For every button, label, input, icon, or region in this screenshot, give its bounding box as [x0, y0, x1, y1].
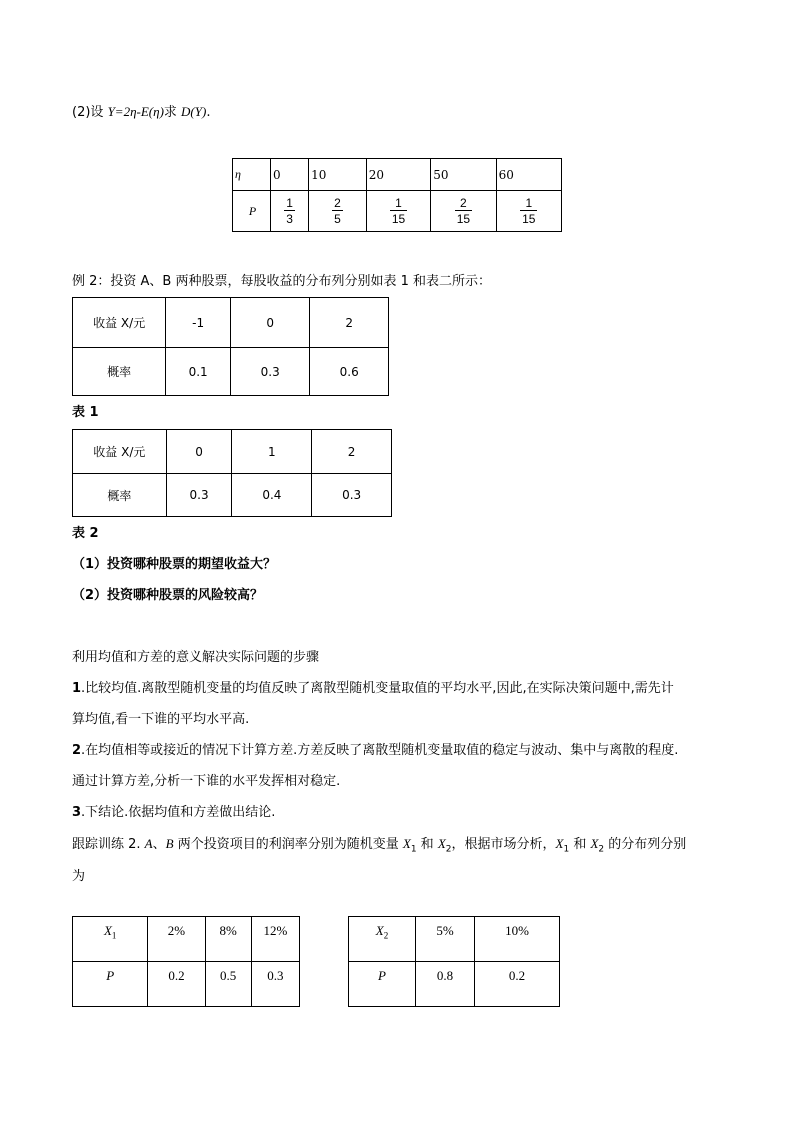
p-label: P [233, 191, 271, 232]
table-cell: 2 [312, 430, 392, 474]
step-number: 2 [72, 743, 82, 758]
q2-prefix: (2)设 [72, 105, 108, 120]
table-header-cell: 收益 X/元 [73, 298, 166, 348]
fraction: $\frac{1}{15}$ [522, 196, 536, 226]
x2-label: $X_2$ [349, 917, 416, 962]
table-cell: 0.4 [232, 474, 312, 517]
table-row [349, 917, 560, 962]
table-cell: 2% [148, 917, 205, 962]
table-cell [309, 191, 367, 232]
q2-target: D(Y) [181, 104, 207, 119]
step-1-line-1: 1.比较均值.离散型随机变量的均值反映了离散型随机变量取值的平均水平,因此,在实际决策问题中,需先计 [72, 681, 674, 696]
eta-label: η [233, 159, 271, 191]
table-cell: 20 [366, 159, 430, 191]
table-cell: 0.5 [205, 962, 251, 1007]
question-2: （2）投资哪种股票的风险较高？ [72, 588, 264, 603]
table-cell: 0.8 [416, 962, 475, 1007]
table-cell [431, 191, 496, 232]
table-cell: -1 [166, 298, 231, 348]
x1-label: $X_1$ [73, 917, 148, 962]
x2-distribution-table [348, 916, 560, 1007]
table-cell: 0.2 [148, 962, 205, 1007]
table-cell: 0 [230, 298, 310, 348]
steps-title: 利用均值和方差的意义解决实际问题的步骤 [72, 650, 320, 665]
table-cell [366, 191, 430, 232]
step-1-line-2: 算均值,看一下谁的平均水平高. [72, 712, 250, 727]
table-cell: 10% [475, 917, 560, 962]
table-cell: 5% [416, 917, 475, 962]
table-cell: 0 [166, 430, 232, 474]
table-2-caption: 表 2 [72, 526, 99, 541]
x1-distribution-table [72, 916, 300, 1007]
table-cell: 8% [205, 917, 251, 962]
p-label: P [73, 962, 148, 1007]
q2-formula: Y=2η-E(η) [107, 104, 164, 119]
table-row [233, 159, 562, 191]
step-2-line-1: 2.在均值相等或接近的情况下计算方差.方差反映了离散型随机变量取值的稳定与波动、集中与离散的程度. [72, 743, 679, 758]
fraction: $\frac{2}{5}$ [334, 196, 341, 226]
table-row [73, 962, 300, 1007]
q2-mid: 求 [163, 105, 182, 120]
step-3-line-1: 3.下结论.依据均值和方差做出结论. [72, 805, 276, 820]
fraction: $\frac{2}{15}$ [456, 196, 471, 226]
table-cell: 12% [251, 917, 299, 962]
training-line-2: 为 [72, 869, 86, 884]
table-1-caption: 表 1 [72, 405, 99, 420]
table-row [73, 298, 389, 348]
fraction: $\frac{1}{15}$ [391, 196, 406, 226]
table-cell: 0.3 [251, 962, 299, 1007]
table-cell: 2 [310, 298, 389, 348]
fraction: $\frac{1}{3}$ [286, 196, 293, 226]
example-2-text: 例 2：投资 A、B 两种股票，每股收益的分布列分别如表 1 和表二所示： [72, 274, 492, 289]
table-cell: 0.3 [166, 474, 232, 517]
table-row [73, 474, 392, 517]
table-row [73, 917, 300, 962]
table-cell: 0.6 [310, 348, 389, 396]
eta-distribution-table [232, 158, 562, 232]
step-2-line-2: 通过计算方差,分析一下谁的水平发挥相对稳定. [72, 774, 341, 789]
table-row [349, 962, 560, 1007]
stock-a-table [72, 297, 389, 396]
table-header-cell: 概率 [73, 348, 166, 396]
step-number: 3 [72, 805, 82, 820]
table-cell: 0.3 [312, 474, 392, 517]
table-cell [496, 191, 561, 232]
table-row [233, 191, 562, 232]
table-cell: 1 [232, 430, 312, 474]
table-row [73, 348, 389, 396]
table-cell [271, 191, 309, 232]
table-row [73, 430, 392, 474]
table-header-cell: 收益 X/元 [73, 430, 167, 474]
question-1: （1）投资哪种股票的期望收益大？ [72, 557, 277, 572]
q2-end: . [206, 105, 211, 120]
step-number: 1 [72, 681, 82, 696]
stock-b-table [72, 429, 392, 517]
question-2-line [72, 102, 210, 123]
table-cell: 60 [496, 159, 561, 191]
table-cell: 50 [431, 159, 496, 191]
table-cell: 10 [309, 159, 367, 191]
p-label: P [349, 962, 416, 1007]
training-line-1: 跟踪训练 2. A、B 两个投资项目的利润率分别为随机变量 $X_1$ 和 $X_2$，根据市场分析，$X_1$ 和 $X_2$ 的分布列分别 [72, 836, 687, 855]
table-cell: 0.2 [475, 962, 560, 1007]
table-cell: 0 [271, 159, 309, 191]
table-cell: 0.3 [230, 348, 310, 396]
table-header-cell: 概率 [73, 474, 167, 517]
table-cell: 0.1 [166, 348, 231, 396]
